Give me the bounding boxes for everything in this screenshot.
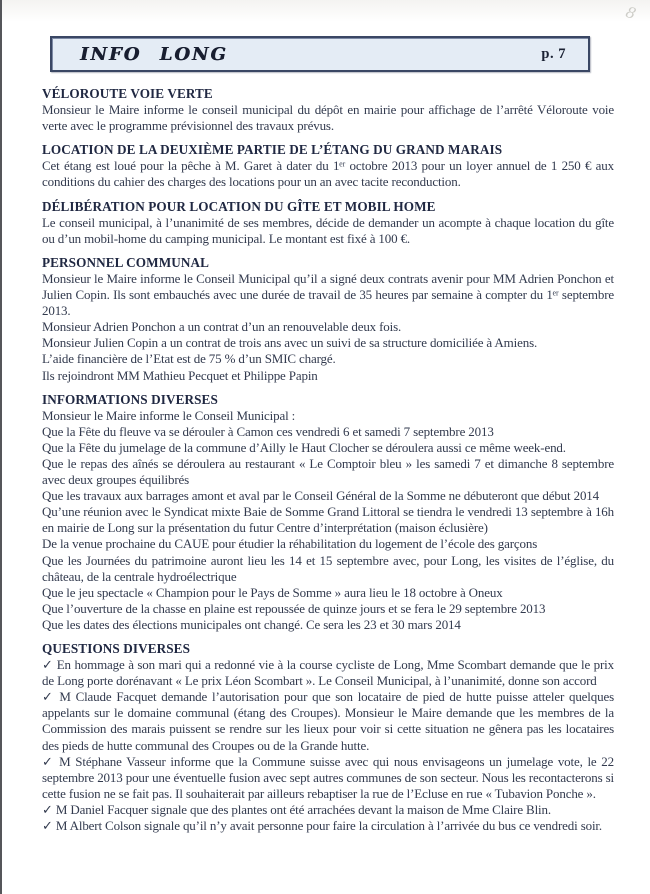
paragraph: Le conseil municipal, à l’unanimité de ses membres, décide de demander un acompte à chaque location du gîte ou d’un mobil-home du camping municipal. Le montant est fixé à 100 €. [42, 214, 614, 246]
paragraph: Que le jeu spectacle « Champion pour le Pays de Somme » aura lieu le 18 octobre à Oneux [42, 584, 503, 600]
paragraph: Que le repas des aînés se déroulera au restaurant « Le Comptoir bleu » les samedi 7 et dimanche 8 septembre avec deux groupes équilibrés [42, 455, 614, 488]
paragraph: ✓ M Stéphane Vasseur informe que la Commune suisse avec qui nous envisageons un jumelage vote, le 22 septembre 2013 pour une éventuelle fusion avec sept autres communes de son secteur. Nous les recontacterons si cette fusion ne se fait pas. Il souhaiterait par ailleurs rebaptiser la rue de l’Ecluse en rue « Tubavion Ponche ». [42, 753, 614, 801]
section-heading: VÉLOROUTE VOIE VERTE [42, 86, 213, 101]
paragraph: ✓ M Daniel Facquer signale que des plantes ont été arrachées devant la maison de Mme Claire Blin. [42, 801, 551, 817]
document-content [2, 86, 650, 834]
section-veloroute [42, 86, 614, 134]
pencil-mark: 8 [623, 2, 639, 24]
paragraph: Qu’une réunion avec le Syndicat mixte Baie de Somme Grand Littoral se tiendra le vendredi 13 septembre à 16h en mairie de Long sur la présentation du futur Centre d’interprétation (maison éclusière) [42, 504, 614, 536]
newsletter-title: INFO LONG [80, 43, 228, 65]
section-heading: QUESTIONS DIVERSES [42, 641, 191, 656]
paragraph: Monsieur le Maire informe le Conseil Municipal : [42, 407, 296, 423]
paragraph: Cet étang est loué pour la pêche à M. Garet à dater du 1ᵉʳ octobre 2013 pour un loyer annuel de 1 250 € aux conditions du cahier des charges des locations pour un an avec tacite reconduction. [42, 158, 614, 190]
paragraph: Que l’ouverture de la chasse en plaine est repoussée de quinze jours et se fera le 29 septembre 2013 [42, 600, 546, 616]
section-personnel-communal [42, 255, 614, 384]
section-heading: INFORMATIONS DIVERSES [42, 391, 218, 407]
paragraph: Monsieur le Maire informe le Conseil Municipal qu’il a signé deux contrats avenir pour MM Adrien Ponchon et Julien Copin. Ils sont embauchés avec une durée de travail de 35 heures par semaine à compter du 1ᵉʳ septembre 2013. [42, 270, 614, 319]
paragraph: ✓ M Claude Facquet demande l’autorisation pour que son locataire de pied de hutte puisse atteler quelques appelants sur le domaine communal (étang des Croupes). Monsieur le Maire demande que les membres de la Commission des marais puissent se rendre sur les lieux pour voir si cette situation ne gênera pas les locataires des pieds de hutte communal des Croupes ou de la Grande hutte. [42, 689, 614, 753]
newsletter-header [50, 36, 590, 72]
section-heading: PERSONNEL COMMUNAL [42, 254, 210, 270]
paragraph: Monsieur Adrien Ponchon a un contrat d’un an renouvelable deux fois. [42, 319, 402, 335]
paragraph: Monsieur le Maire informe le conseil municipal du dépôt en mairie pour affichage de l’arrêté Véloroute voie verte avec le programme prévisionnel des travaux prévus. [42, 102, 614, 134]
paragraph: De la venue prochaine du CAUE pour étudier la réhabilitation du logement de l’école des garçons [42, 536, 538, 552]
paragraph: ✓ En hommage à son mari qui a redonné vie à la course cycliste de Long, Mme Scombart demande que le prix de Long porte dorénavant « Le prix Léon Scombart ». Le Conseil Municipal, à l’unanimité, donne son accord [42, 657, 614, 689]
paragraph: L’aide financière de l’Etat est de 75 % d’un SMIC chargé. [42, 351, 336, 367]
paragraph: Que la Fête du fleuve va se dérouler à Camon ces vendredi 6 et samedi 7 septembre 2013 [42, 423, 494, 439]
page-number: p. 7 [541, 45, 566, 62]
paragraph: Monsieur Julien Copin a un contrat de trois ans avec un suivi de sa structure domiciliée à Amiens. [42, 335, 538, 351]
section-heading: DÉLIBÉRATION POUR LOCATION DU GÎTE ET MOBIL HOME [42, 198, 436, 214]
paragraph: Ils rejoindront MM Mathieu Pecquet et Philippe Papin [42, 367, 318, 383]
paragraph: Que les dates des élections municipales ont changé. Ce sera les 23 et 30 mars 2014 [42, 616, 461, 632]
paragraph: ✓ M Albert Colson signale qu’il n’y avait personne pour faire la circulation à l’arrivée du bus ce vendredi soir. [42, 818, 602, 834]
paragraph: Que les travaux aux barrages amont et aval par le Conseil Général de la Somme ne débuteront que début 2014 [42, 488, 599, 504]
section-heading: LOCATION DE LA DEUXIÈME PARTIE DE L’ÉTANG DU GRAND MARAIS [42, 142, 503, 158]
section-questions-diverses [42, 641, 614, 834]
section-deliberation-gite [42, 199, 614, 247]
paragraph: Que les Journées du patrimoine auront lieu les 14 et 15 septembre avec, pour Long, les visites de l’église, du château, de la centrale hydroélectrique [42, 552, 614, 584]
section-location-etang [42, 142, 614, 190]
paragraph: Que la Fête du jumelage de la commune d’Ailly le Haut Clocher se déroulera aussi ce même week-end. [42, 439, 566, 455]
section-informations-diverses [42, 392, 614, 633]
